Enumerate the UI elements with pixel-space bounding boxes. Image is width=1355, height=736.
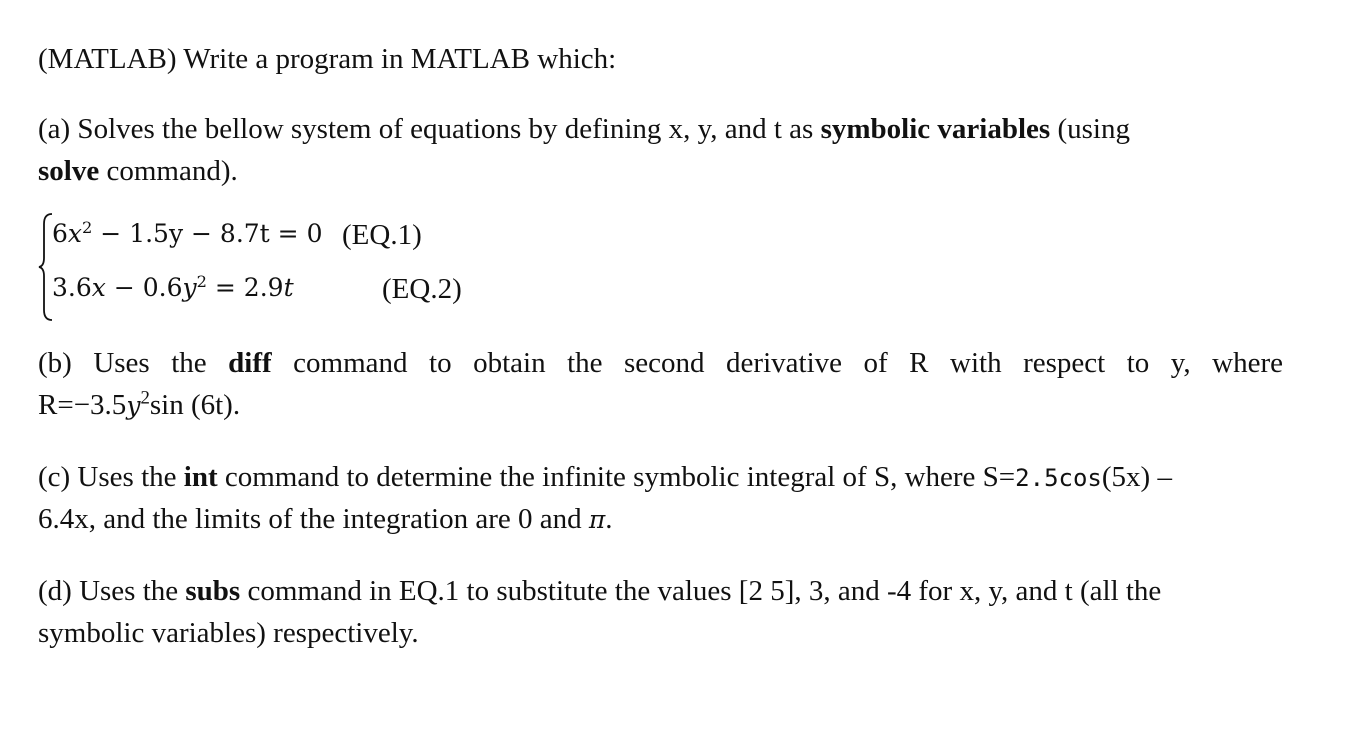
question-title: (MATLAB) Write a program in MATLAB which: [38, 43, 617, 75]
eq2-mid: − 0.6 [105, 273, 183, 303]
equation-1 [52, 216, 322, 252]
equation-system [38, 212, 1283, 322]
part-b-prefix: (b) Uses the [38, 347, 229, 380]
eq1-exponent: 2 [82, 218, 93, 238]
part-a-bold-symbolic-variables: symbolic variables [820, 113, 1051, 146]
part-b-line2-prefix: R=−3.5 [38, 389, 127, 422]
part-b-line1 [38, 342, 1283, 384]
eq2-var-t: t [283, 273, 294, 303]
equation-2 [52, 270, 294, 306]
eq2-var-y: y [182, 273, 197, 303]
part-b-exponent: 2 [140, 387, 150, 409]
part-c-text [38, 456, 1283, 540]
part-c-after-mono: (5x) – [1101, 461, 1172, 494]
question-document [38, 38, 1283, 654]
eq2-label: (EQ.2) [382, 273, 462, 306]
eq1-lead: 6 [52, 219, 68, 249]
part-c-line2: 6.4x, and the limits of the integration are 0 and [38, 503, 589, 536]
part-c-end: . [605, 503, 613, 536]
eq1-label: (EQ.1) [342, 219, 422, 252]
part-b-var-y: y [126, 391, 141, 421]
part-d-prefix: (d) Uses the [38, 575, 186, 608]
eq1-rest: − 1.5y − 8.7t = 0 [92, 219, 323, 249]
part-a-prefix: (a) Solves the bellow system of equations by defining x, y, and t as [38, 113, 821, 146]
part-c-suffix: command to determine the infinite symbolic integral of S, where S= [217, 461, 1016, 494]
part-c-bold-int: int [183, 461, 218, 494]
part-a-bold-solve: solve [38, 155, 100, 188]
part-c-prefix: (c) Uses the [38, 461, 184, 494]
part-d-text [38, 570, 1283, 654]
eq2-var-x: x [91, 273, 106, 303]
part-d-line2: symbolic variables) respectively. [38, 617, 419, 650]
part-d-bold-subs: subs [185, 575, 241, 608]
part-b-line2 [38, 389, 240, 421]
part-b-bold-diff: diff [228, 347, 272, 380]
part-b-suffix: command to obtain the second derivative of R with respect to y, where [271, 347, 1283, 380]
part-a-suffix: command). [99, 155, 238, 188]
part-b-line2-suffix: sin (6t). [149, 389, 241, 422]
part-d-suffix: command in EQ.1 to substitute the values [2 5], 3, and -4 for x, y, and t (all the [240, 575, 1162, 608]
eq1-var-x: x [67, 219, 83, 249]
part-c-pi: π [588, 505, 606, 535]
eq2-exponent: 2 [196, 272, 207, 292]
part-c-mono: 2.5cos [1015, 464, 1102, 493]
part-b-text [38, 342, 1283, 426]
eq2-lead: 3.6 [52, 273, 92, 303]
eq2-eqpart: = 2.9 [206, 273, 284, 303]
part-a-mid: (using [1050, 113, 1130, 146]
part-a-text [38, 108, 1283, 192]
